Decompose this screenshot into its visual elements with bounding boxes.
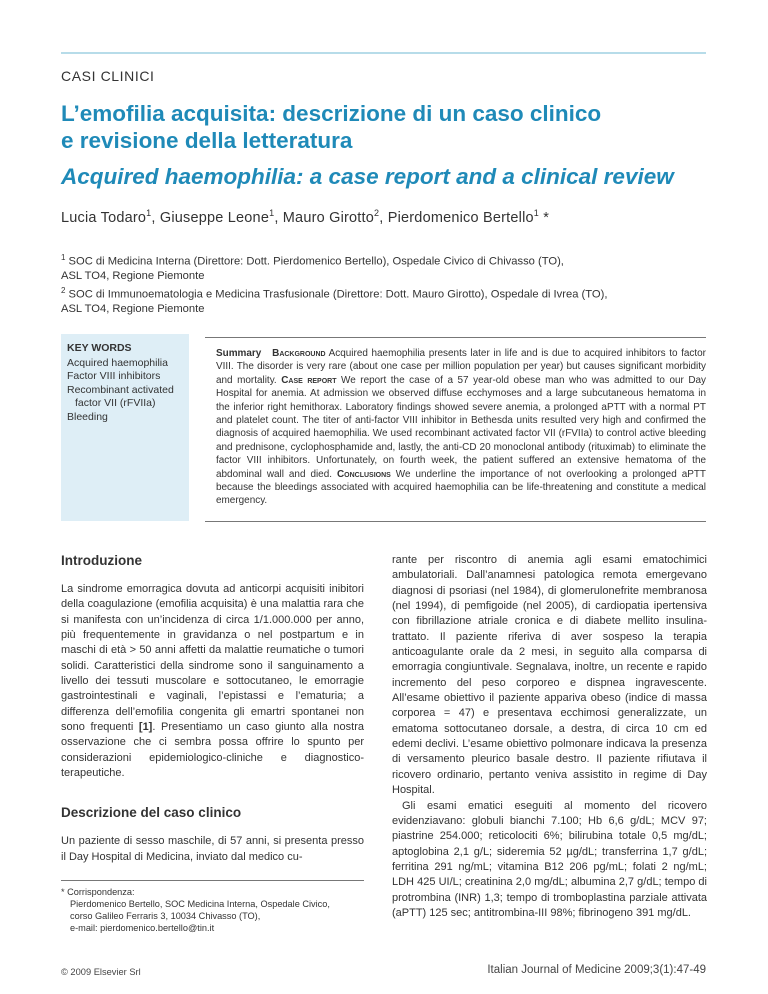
article-title-italian [61, 100, 711, 154]
summary-abstract [216, 347, 706, 508]
affiliation-1 [61, 251, 711, 269]
author-sep: , [151, 209, 160, 226]
affiliation-2-cont: ASL TO4, Regione Piemonte [61, 302, 205, 315]
author-name: Lucia Todaro [61, 209, 147, 226]
footnote-email: e-mail: pierdomenico.bertello@tin.it [70, 923, 215, 933]
author-sep: , [274, 209, 283, 226]
intro-paragraph [61, 582, 364, 781]
affiliation-1-cont: ASL TO4, Regione Piemonte [61, 270, 205, 283]
intro-text: La sindrome emorragica dovuta ad anticorpi acquisiti inibitori della coagulazione (emofilia acquisita) è una malattia rara che si manifesta con un’incidenza di circa 1/1.000.000 per anno, più frequentemente in gravidanza o nel postpartum e in maschi di età > 50 anni affetti da malattie reumatiche o tumori solidi. Caratteristici della sindrome sono il sanguinamento a livello dei tessuti muscolare e sottocutaneo, le emorragie gastrointestinali e vaginali, l’epistassi e l’ematuria; a differenza dell’emofilia congenita gli emartri spontanei non sono frequenti [61, 583, 364, 734]
author-affil-num: 1 [533, 208, 539, 218]
author-affil-num: 1 [146, 208, 152, 218]
author-list [61, 208, 549, 226]
footnote-line: Pierdomenico Bertello, SOC Medicina Interna, Ospedale Civico, [70, 899, 330, 909]
keyword-item: Bleeding [67, 410, 108, 423]
background-text: Acquired haemophilia presents later in life and is due to acquired inhibitors to factor VIII. The disorder is very rare (about one case per million population per year) but causes significant morbidity and mortality. [216, 348, 706, 386]
citation-ref: [1] [138, 721, 153, 734]
affiliations [61, 251, 711, 316]
keyword-item: factor VII (rFVIIa) [75, 397, 156, 409]
corresponding-mark: * [539, 209, 550, 226]
journal-citation: Italian Journal of Medicine 2009;3(1):47-49 [487, 964, 706, 976]
affil-text: SOC di Medicina Interna (Direttore: Dott. Pierdomenico Bertello), Ospedale Civico di Chivasso (TO), [65, 255, 564, 268]
top-rule [61, 52, 706, 54]
intro-text-cont: . Presentiamo un caso giunto alla nostra osservazione che ci sembra possa offrire lo spunto per considerazioni epidemiologico-cliniche e diagnostico-terapeutiche. [61, 721, 365, 780]
keywords-box [61, 334, 189, 521]
conclusions-label: Conclusions [336, 468, 391, 480]
title-it-line2: e revisione della letteratura [61, 128, 353, 153]
correspondence-footnote [61, 886, 364, 934]
case-report-label: Case report [281, 374, 337, 386]
summary-label: Summary [216, 348, 262, 359]
footnote-line: corso Galileo Ferraris 3, 10034 Chivasso (TO), [70, 911, 261, 921]
right-column [392, 553, 707, 921]
section-label: CASI CLINICI [61, 68, 155, 84]
title-it-line1: L’emofilia acquisita: descrizione di un caso clinico [61, 101, 602, 126]
summary-bottom-rule [205, 521, 706, 522]
keywords-title: KEY WORDS [67, 342, 132, 354]
case-heading: Descrizione del caso clinico [61, 805, 242, 821]
conclusions-text: We underline the importance of not overlooking a prolonged aPTT because the bleedings associated with acquired haemophilia can be life-threatening and constitute a medical emergency. [216, 468, 706, 507]
author-sep: , [379, 209, 388, 226]
author-name: Pierdomenico Bertello [387, 209, 534, 226]
author-affil-num: 1 [269, 208, 275, 218]
affiliation-2 [61, 284, 711, 302]
affil-num: 2 [61, 285, 66, 295]
author-affil-num: 2 [374, 208, 380, 218]
footnote-mark: * Corrispondenza: [61, 887, 135, 897]
left-column [61, 553, 364, 865]
case-report-text: We report the case of a 57 year-old obese man who was admitted to our Day Hospital for anemia. At admission we observed diffuse ecchymoses and a large subcutaneous hematoma in the inferior right hemithorax. Laboratory findings showed severe anemia, a prolonged aPTT with a normal PT and platelet count. The titer of anti-factor VIII inhibitor in Bethesda units resulted very high and confirmed the diagnosis of acquired haemophilia. We used recombinant activated factor VII (rFVIIa) to control active bleeding and prednisone, cyclophosphamide and, lastly, the anti-CD 20 monoclonal antibody (rituximab) to eliminate the factor VIII inhibitors. Unfortunately, on fourth week, the patient suffered an extensive hematoma of the abdominal wall and died. [216, 374, 707, 480]
background-label: Background [272, 348, 326, 359]
keyword-item: Acquired haemophilia [67, 356, 168, 369]
keyword-item: Factor VIII inhibitors [67, 370, 161, 382]
affil-num: 1 [61, 253, 66, 262]
author-name: Mauro Girotto [282, 209, 375, 226]
case-paragraph: Un paziente di sesso maschile, di 57 anni, si presenta presso il Day Hospital di Medicina, inviato dal medico cu- [61, 835, 364, 863]
article-title-english: Acquired haemophilia: a case report and a clinical review [61, 164, 674, 189]
keyword-item: Recombinant activated [67, 383, 174, 396]
lab-results-paragraph: Gli esami ematici eseguiti al momento del ricovero evidenziavano: globuli bianchi 7.100; Hb 6,6 g/dL; MCV 97; piastrine 254.000; reticolociti 6%; bilirubina totale 0,5 mg/dL; aptoglobina 2,1 g/L; sideremia 52 µg/dL; transferrina 1,7 g/dL; ferritina 291 ng/mL; vitamina B12 206 pg/mL; folati 2 ng/mL; LDH 425 UI/L; creatinina 2,0 mg/dL; albumina 2,7 g/dL; tempo di protrombina (INR) 1,3; tempo di tromboplastina parziale attivata (aPTT) 125 sec; antitrombina-III 98%; fibrinogeno 391 mg/dL. [392, 799, 707, 919]
affil-text: SOC di Immunoematologia e Medicina Trasfusionale (Direttore: Dott. Mauro Girotto), Ospedale di Ivrea (TO), [65, 288, 608, 301]
footnote-rule [61, 880, 364, 881]
case-paragraph-cont: rante per riscontro di anemia agli esami ematochimici ambulatoriali. Dall’anamnesi patologica remota emergevano diagnosi di psoriasi (nel 1984), di glomerulonefrite membranosa (nel 1994), di pemfigoide (nel 2005), di cardiopatia ipertensiva con fibrillazione atriale cronica e di diabete mellito insulina-trattato. Il paziente riferiva di aver sospeso la terapia anticoagulante orale da 2 mesi, in seguito alla comparsa di emorragia congiuntivale. Segnalava, inoltre, un recente e rapido incremento del peso corporeo e dispnea ingravescente. All’esame obiettivo il paziente appariva obeso (indice di massa corporea = 47) e presentava ecchimosi generalizzate, un ematoma sottocutaneo dorsale, a destra, di circa 10 cm ed edemi declivi. L’esame obiettivo polmonare indicava la presenza di versamento pleurico basale destro. Il paziente rifiutava il ricovero ordinario, pertanto veniva assistito in regime di Day Hospital. [392, 554, 707, 797]
author-name: Giuseppe Leone [159, 209, 270, 226]
intro-heading: Introduzione [61, 553, 142, 568]
copyright: © 2009 Elsevier Srl [61, 967, 141, 977]
summary-top-rule [205, 337, 706, 338]
